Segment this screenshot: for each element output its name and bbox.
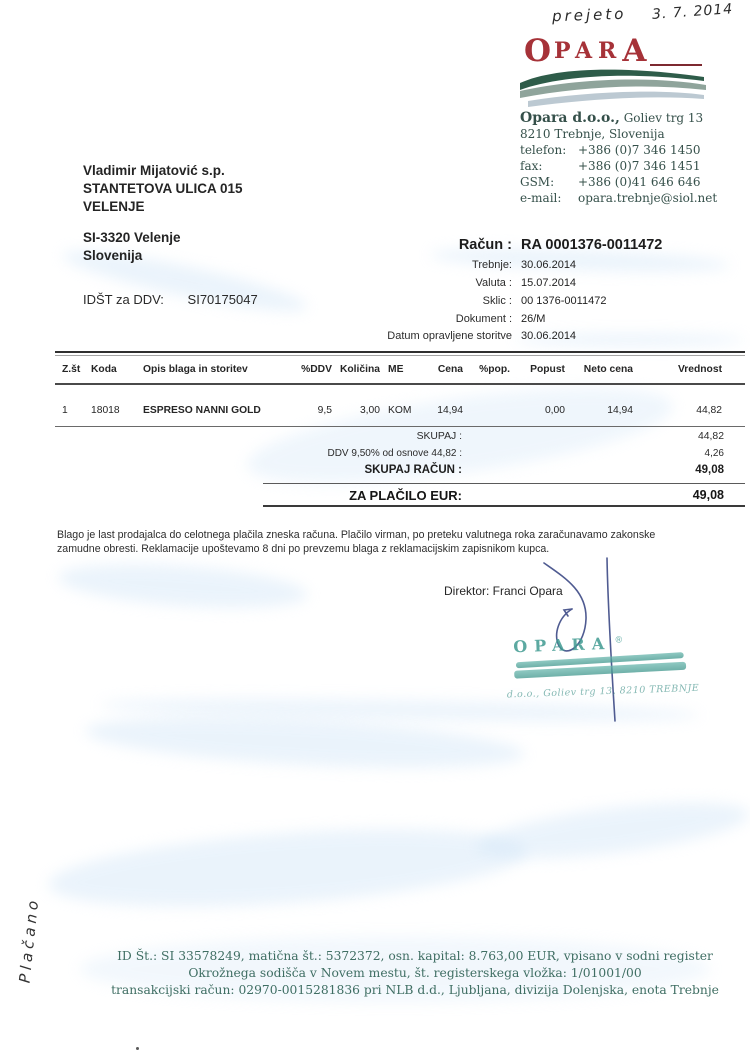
col-header: Koda [91, 364, 117, 375]
customer-postal: SI-3320 Velenje [83, 230, 181, 245]
item-code: 18018 [91, 405, 120, 416]
table-top-rule-shadow [55, 355, 745, 356]
table-row-rule [55, 426, 745, 427]
field-value: 15.07.2014 [521, 277, 577, 289]
invoice-title-label: Račun : [458, 237, 512, 253]
col-header: Količina [339, 364, 380, 375]
item-unit: KOM [388, 405, 412, 416]
table-header-row [55, 364, 745, 375]
email-value: opara.trebnje@siol.net [578, 191, 718, 205]
gsm-value: +386 (0)41 646 646 [578, 175, 701, 189]
invoice-field-row [300, 313, 730, 325]
seller-street: Goliev trg 13 [623, 111, 704, 125]
fax-label: fax: [520, 159, 543, 173]
item-qty: 3,00 [359, 405, 380, 416]
seller-contacts [520, 142, 740, 206]
invoice-field-row [300, 277, 730, 289]
scan-artifact [46, 816, 530, 919]
col-header: Popust [530, 364, 565, 375]
col-header: ME [388, 364, 404, 375]
email-label: e-mail: [520, 191, 562, 205]
payable-value: 49,08 [692, 488, 724, 502]
field-value: 00 1376-0011472 [521, 295, 607, 307]
total-row-ddv [55, 448, 745, 459]
total-row-payable [55, 488, 745, 503]
col-header: Cena [437, 364, 463, 375]
invoice-field-row [300, 330, 730, 342]
vat-label: IDŠT za DDV: [83, 292, 164, 307]
table-header-rule [55, 383, 745, 385]
scan-artifact [57, 557, 309, 614]
col-header: Neto cena [583, 364, 633, 375]
item-price: 14,94 [437, 405, 463, 416]
table-row [55, 405, 745, 416]
company-stamp [506, 631, 700, 701]
logo-letter-o: O [524, 33, 552, 69]
item-net: 14,94 [607, 405, 633, 416]
scan-artifact [473, 791, 750, 869]
invoice-number: RA 0001376-0011472 [521, 237, 663, 253]
stamp-name: OPARA [512, 633, 612, 657]
customer-name: Vladimir Mijatović s.p. [83, 163, 225, 178]
customer-vat-line [83, 292, 258, 307]
payment-terms-text: Blago je last prodajalca do celotnega plačila zneska računa. Plačilo virman, po preteku valutnega roka zaračunavamo zakonske zamudne obresti. Reklamacije upoštevamo 8 dni po prevzemu blaga z reklamacijskim zapisnikom kupca. [57, 529, 656, 555]
total-value: 49,08 [695, 464, 724, 476]
phone-value: +386 (0)7 346 1450 [578, 143, 701, 157]
footer-line: transakcijski račun: 02970-0015281836 pri NLB d.d., Ljubljana, divizija Dolenjska, enota Trebnje [111, 983, 719, 997]
item-value: 44,82 [696, 405, 722, 416]
field-value: 30.06.2014 [521, 330, 577, 342]
total-label: SKUPAJ : [416, 431, 462, 442]
seller-name: Opara d.o.o., [520, 110, 620, 126]
field-value: 30.06.2014 [521, 259, 577, 271]
gsm-label: GSM: [520, 175, 555, 189]
handwritten-received-note: prejeto [551, 4, 627, 26]
field-label: Dokument : [455, 313, 512, 325]
phone-label: telefon: [520, 143, 567, 157]
field-label: Datum opravljene storitve [387, 330, 512, 342]
customer-country: Slovenija [83, 248, 143, 263]
footer-registration-block [85, 948, 745, 999]
handwritten-paid-note: Plačano [15, 895, 43, 984]
logo-swoosh-icon [518, 64, 708, 110]
payable-rule [263, 505, 745, 507]
stamp-address: d.o.o., Goliev trg 13, 8210 TREBNJE [506, 682, 700, 701]
opara-logo [524, 33, 647, 69]
director-line: Direktor: Franci Opara [444, 584, 563, 598]
invoice-title-row [300, 237, 730, 253]
customer-address-block [83, 162, 243, 216]
col-header: Z.št [62, 364, 81, 375]
total-label: SKUPAJ RAČUN : [364, 464, 462, 476]
customer-postal-block [83, 229, 181, 265]
seller-name-line [520, 110, 740, 126]
fax-value: +386 (0)7 346 1451 [578, 159, 701, 173]
logo-letter-a: A [622, 33, 647, 69]
handwritten-received-date: 3. 7. 2014 [651, 1, 734, 23]
item-discount: 0,00 [544, 405, 565, 416]
customer-street: STANTETOVA ULICA 015 [83, 181, 243, 196]
invoice-field-row [300, 259, 730, 271]
col-header: %pop. [479, 364, 510, 375]
total-row-skupaj-racun [55, 464, 745, 476]
item-vat: 9,5 [317, 405, 332, 416]
col-header: %DDV [301, 364, 332, 375]
item-description: ESPRESO NANNI GOLD [143, 405, 261, 416]
field-label: Trebnje: [472, 259, 512, 271]
seller-city: 8210 Trebnje, Slovenija [520, 127, 665, 141]
footer-line: ID Št.: SI 33578249, matična št.: 5372372, osn. kapital: 8.763,00 EUR, vpisano v sodni register [117, 949, 713, 963]
payable-label: ZA PLAČILO EUR: [349, 488, 462, 503]
footer-line: Okrožnega sodišča v Novem mestu, št. registerskega vložka: 1/01001/00 [188, 966, 642, 980]
customer-city: VELENJE [83, 199, 145, 214]
scan-dot [136, 1047, 139, 1050]
item-no: 1 [62, 405, 68, 416]
total-value: 4,26 [704, 448, 724, 459]
item-pop [463, 405, 510, 416]
col-header: Vrednost [677, 364, 722, 375]
total-value: 44,82 [697, 431, 724, 442]
field-label: Sklic : [482, 295, 512, 307]
vat-value: SI70175047 [187, 292, 258, 307]
field-value: 26/M [521, 313, 546, 325]
subtotal-rule [263, 483, 745, 484]
field-label: Valuta : [475, 277, 512, 289]
col-header: Opis blaga in storitev [143, 364, 248, 375]
logo-letters-par: PAR [554, 38, 623, 64]
total-label: DDV 9,50% od osnove 44,82 : [327, 448, 462, 459]
table-top-rule [55, 351, 745, 353]
registered-trademark-icon: ® [615, 634, 623, 645]
invoice-field-row [300, 295, 730, 307]
seller-info-block [520, 110, 740, 206]
total-row-skupaj [55, 431, 745, 442]
